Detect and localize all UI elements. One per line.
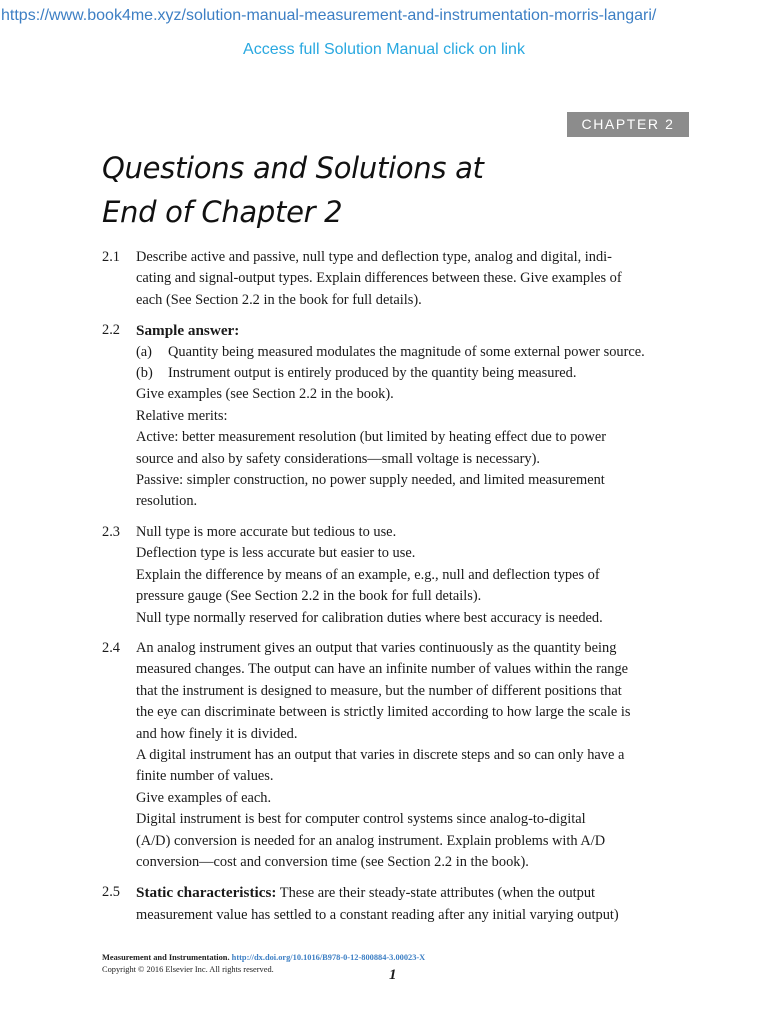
question-number: 2.2	[102, 322, 120, 339]
question-2-3	[102, 522, 692, 629]
source-url-link[interactable]: https://www.book4me.xyz/solution-manual-measurement-and-instrumentation-morris-langari/	[1, 7, 657, 24]
question-2-5	[102, 882, 692, 926]
answer-text-line: Give examples (see Section 2.2 in the book).	[136, 386, 394, 403]
access-solution-link[interactable]: Access full Solution Manual click on link	[243, 41, 525, 58]
question-2-2	[102, 320, 692, 513]
answer-heading: Sample answer:	[136, 322, 240, 340]
answer-text-line: Passive: simpler construction, no power supply needed, and limited measurement	[136, 472, 605, 489]
answer-text: These are their steady-state attributes (when the output	[276, 885, 596, 902]
questions-list	[102, 247, 692, 935]
chapter-badge: CHAPTER 2	[567, 112, 689, 137]
question-number: 2.5	[102, 884, 120, 901]
sub-item-b	[136, 363, 692, 384]
answer-text-line: conversion—cost and conversion time (see Section 2.2 in the book).	[136, 853, 529, 870]
answer-text-line: An analog instrument gives an output that varies continuously as the quantity being	[136, 639, 617, 656]
sub-item-text: Quantity being measured modulates the magnitude of some external power source.	[168, 343, 645, 360]
answer-heading: Static characteristics:	[136, 884, 277, 902]
answer-text-line: (A/D) conversion is needed for an analog instrument. Explain problems with A/D	[136, 832, 606, 849]
answer-text-line: A digital instrument has an output that varies in discrete steps and so can only have a	[136, 746, 625, 763]
title-line: Questions and Solutions at	[102, 151, 484, 185]
question-number: 2.3	[102, 523, 120, 540]
question-text-line: cating and signal-output types. Explain differences between these. Give examples of	[136, 270, 622, 287]
answer-text-line: measured changes. The output can have an infinite number of values within the range	[136, 661, 629, 678]
citation-line	[102, 952, 692, 964]
sub-item-a	[136, 342, 692, 363]
answer-text-line: Explain the difference by means of an example, e.g., null and deflection types of	[136, 566, 600, 583]
answer-text-line: Active: better measurement resolution (but limited by heating effect due to power	[136, 429, 607, 446]
answer-text-line: the eye can discriminate between is strictly limited according to how large the scale is	[136, 704, 631, 721]
answer-text-line: Relative merits:	[136, 407, 228, 424]
page-footer	[102, 952, 692, 976]
answer-text-line: Digital instrument is best for computer control systems since analog-to-digital	[136, 811, 586, 828]
answer-text-line: that the instrument is designed to measure, but the number of different positions that	[136, 682, 622, 699]
page-number: 1	[389, 967, 397, 983]
answer-text-line: and how finely it is divided.	[136, 725, 298, 742]
title-line: End of Chapter 2	[102, 195, 343, 229]
sub-item-label: (b)	[136, 365, 153, 382]
question-text-line: each (See Section 2.2 in the book for full details).	[136, 291, 422, 308]
book-title: Measurement and Instrumentation.	[102, 953, 230, 962]
answer-text-line: finite number of values.	[136, 768, 274, 785]
page-title	[102, 146, 662, 234]
question-2-4	[102, 638, 692, 873]
doi-link[interactable]: http://dx.doi.org/10.1016/B978-0-12-800884-3.00023-X	[231, 953, 426, 962]
question-2-1	[102, 247, 692, 311]
answer-text-line: measurement value has settled to a constant reading after any initial varying output)	[136, 906, 619, 923]
question-number: 2.1	[102, 249, 120, 265]
answer-text-line: Give examples of each.	[136, 789, 272, 806]
answer-text-line: Deflection type is less accurate but easier to use.	[136, 545, 416, 562]
answer-text-line: Null type is more accurate but tedious to use.	[136, 523, 397, 540]
question-text-line: Describe active and passive, null type and deflection type, analog and digital, indi-	[136, 249, 612, 265]
sub-item-text: Instrument output is entirely produced by the quantity being measured.	[168, 365, 577, 382]
answer-text-line: resolution.	[136, 493, 198, 510]
answer-text-line: pressure gauge (See Section 2.2 in the book for full details).	[136, 588, 482, 605]
answer-text-line: Null type normally reserved for calibration duties where best accuracy is needed.	[136, 609, 603, 626]
question-number: 2.4	[102, 639, 120, 656]
answer-text-line	[136, 882, 692, 904]
answer-text-line: source and also by safety considerations—small voltage is necessary).	[136, 450, 541, 467]
sub-item-label: (a)	[136, 343, 152, 360]
copyright-line: Copyright © 2016 Elsevier Inc. All rights reserved.	[102, 965, 274, 974]
